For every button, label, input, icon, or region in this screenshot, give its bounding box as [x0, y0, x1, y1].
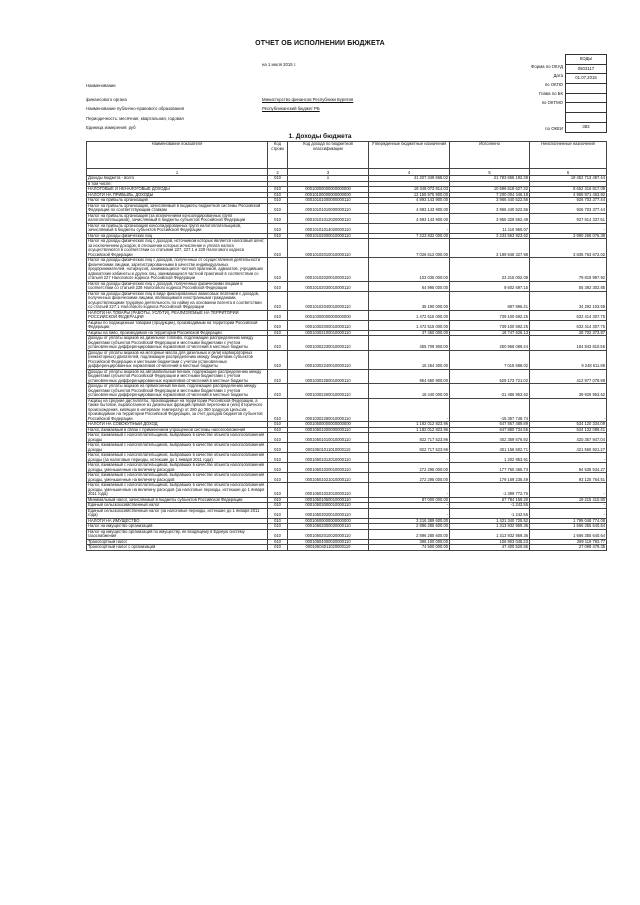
row-remain: 1 666 355 640.64	[530, 529, 607, 539]
row-done: 647 880 734.55	[450, 427, 530, 433]
row-done: 1 202 953.91	[450, 453, 530, 463]
row-income-code: 00010101014020000110	[288, 223, 369, 233]
row-done: 7 200 004 446.18	[450, 192, 530, 198]
row-line-code: 010	[268, 524, 288, 530]
row-approved: -	[369, 223, 450, 233]
row-approved: -	[369, 508, 450, 518]
row-approved: 396 100 000.00	[369, 539, 450, 545]
row-done: 23 215 002.08	[450, 258, 530, 282]
row-line-code: 010	[268, 213, 288, 223]
row-line-code: 010	[268, 291, 288, 310]
row-approved: 12 155 975 900.00	[369, 192, 450, 198]
row-done: 402 359 576.92	[450, 433, 530, 443]
table-row	[87, 239, 607, 258]
codes-okei-label: по ОКЕИ	[545, 126, 563, 131]
row-income-code: 00010102030010000110	[288, 281, 369, 291]
report-title: ОТЧЕТ ОБ ИСПОЛНЕНИИ БЮДЖЕТА	[255, 40, 385, 47]
row-line-code: 010	[268, 463, 288, 473]
row-approved: 964 650 900.00	[369, 369, 450, 384]
row-income-code: 00010604000020000110	[288, 539, 369, 545]
row-name: Налог на доходы физических лиц с доходов, источником которых является налоговый агент, за исключением доходов, в отношении которых исчисление и уплата налога осуществляются в соответствии со статьями 227, 227.1 и 228 Налогового кодекса Российской Федерации	[87, 239, 268, 258]
section-title: 1. Доходы бюджета	[288, 133, 352, 140]
row-done: 67 784 159.20	[450, 497, 530, 503]
table-row	[87, 398, 607, 422]
table-row	[87, 350, 607, 369]
row-remain: 534 120 334.09	[530, 422, 607, 428]
table-row	[87, 433, 607, 443]
row-approved: 1 182 012 823.96	[369, 422, 450, 428]
row-line-code: 010	[268, 427, 288, 433]
table-row	[87, 369, 607, 384]
row-name: Налог на прибыль организаций (за исключением консолидированных групп налогоплательщиков), зачисляемый в бюджеты субъектов Российской Федерации	[87, 213, 268, 223]
row-income-code: 00010501012010000110	[288, 453, 369, 463]
codes-okpo-value	[566, 83, 606, 93]
row-income-code: 00010501020010000110	[288, 463, 369, 473]
table-row	[87, 463, 607, 473]
row-remain: 55 392 302.85	[530, 281, 607, 291]
row-name: Налог, взимаемый с налогоплательщиков, выбравших в качестве объекта налогообложения доходы (за налоговые периоды, истекшие до 1 января 2011 года)	[87, 453, 268, 463]
row-income-code: 00010302000010000110	[288, 320, 369, 330]
row-income-code: 00010501011010000110	[288, 443, 369, 453]
table-row	[87, 223, 607, 233]
row-done: 21 783 656 192.39	[450, 176, 530, 182]
codes-form-label: Форма по ОКУД	[531, 64, 563, 69]
row-name: Акцизы на средние дистилляты, производимые на территории Российской Федерации, а также бытовое, выработанное из дизельных фракций прямой перегонки и (или) вторичного происхождения, кипящих в интервале температур от 280 до 360 градусов Цельсия, производимое на территории Российской Федерации, за счет доходов бюджетов субъектов Российской Федерации	[87, 398, 268, 422]
row-line-code: 010	[268, 176, 288, 182]
row-approved: 4 893 143 900.00	[369, 198, 450, 204]
row-name: Транспортный налог с организаций	[87, 545, 268, 551]
row-done: 177 760 465.73	[450, 463, 530, 473]
codes-date-label: Дата	[553, 73, 563, 78]
row-remain: 926 703 377.44	[530, 198, 607, 204]
row-remain: 421 560 921.27	[530, 443, 607, 453]
row-approved: 1 472 515 000.00	[369, 310, 450, 320]
table-row	[87, 213, 607, 223]
row-name: Налог на доходы физических лиц в виде фиксированных авансовых платежей с доходов, полученных физическими лицами, являющимися иностранными гражданами, осуществляющими трудовую деятельность по найму на основании патента в соответствии со статьей 227.1 Налогового кодекса Российской Федерации	[87, 291, 268, 310]
row-approved: 2 896 285 600.00	[369, 529, 450, 539]
row-name: Единый сельскохозяйственный налог (за налоговые периоды, истекшие до 1 января 2011 года)	[87, 508, 268, 518]
row-name: Доходы бюджета - всего	[87, 176, 268, 182]
row-remain: -	[530, 453, 607, 463]
row-line-code: 010	[268, 223, 288, 233]
row-approved: 64 995 000.00	[369, 281, 450, 291]
row-approved: 18 440 000.00	[369, 384, 450, 399]
row-approved: 822 717 523.96	[369, 443, 450, 453]
row-done: 3 966 440 522.56	[450, 203, 530, 213]
codes-box	[565, 54, 607, 133]
codes-okei-value: 383	[566, 122, 606, 132]
row-income-code: 00010100000000000000	[288, 192, 369, 198]
row-line-code: 010	[268, 233, 288, 239]
codes-date-value: 01.07.2015	[566, 73, 606, 83]
row-line-code: 010	[268, 258, 288, 282]
col-number: 2	[268, 169, 288, 176]
row-remain: 19 215 410.80	[530, 497, 607, 503]
row-approved: 35 190 000.00	[369, 291, 450, 310]
row-name: НАЛОГИ НА ИМУЩЕСТВО	[87, 518, 268, 524]
row-income-code: 00010602000020000110	[288, 524, 369, 530]
table-row	[87, 545, 607, 551]
row-line-code: 010	[268, 483, 288, 498]
row-approved: 103 035 000.00	[369, 258, 450, 282]
row-remain: 19 452 713 497.44	[530, 176, 607, 182]
row-name: Налог на прибыль организаций	[87, 198, 268, 204]
row-name: Налог, взимаемый с налогоплательщиков, выбравших в качестве объекта налогообложения доходы	[87, 433, 268, 443]
row-income-code: 00010604011020000110	[288, 545, 369, 551]
row-line-code: 010	[268, 203, 288, 213]
row-name: Доходы от уплаты акцизов на дизельное топливо, подлежащие распределению между бюджетами субъектов Российской Федерации и местными бюджетами с учетом установленных дифференцированных нормативов отчислений в местные бюджеты	[87, 336, 268, 351]
row-done: 10 696 618 627.32	[450, 187, 530, 193]
col-header-code: Код дохода по бюджетной классификации	[288, 142, 369, 169]
row-name: Налог, взимаемый с налогоплательщиков, выбравших в качестве объекта налогообложения доходы	[87, 443, 268, 453]
row-name: Акцизы по подакцизным товарам (продукции), производимым на территории Российской Федерации	[87, 320, 268, 330]
row-done: 9 602 697.15	[450, 281, 530, 291]
row-done: 3 955 329 562.49	[450, 213, 530, 223]
row-line-code: 010	[268, 320, 288, 330]
row-name: Транспортный налог	[87, 539, 268, 545]
row-name: Налог на доходы физических лиц с доходов, полученных от осуществления деятельности физическими лицами, зарегистрированными в качестве индивидуальных предпринимателей, нотариусов, занимающихся частной практикой, адвокатов, учредивших адвокатские кабинеты и других лиц, занимающихся частной практикой в соответствии со статьей 227 Налогового кодекса Российской Федерации	[87, 258, 268, 282]
row-name: Налог на имущество организаций	[87, 524, 268, 530]
row-line-code: 010	[268, 369, 288, 384]
row-name: Налог на прибыль организаций консолидированных групп налогоплательщиков, зачисляемый в бюджеты субъектов Российской Федерации	[87, 223, 268, 233]
row-line-code: 010	[268, 239, 288, 258]
row-income-code: 00010501050010000110	[288, 497, 369, 503]
row-line-code: 010	[268, 350, 288, 369]
row-remain: 94 535 534.27	[530, 463, 607, 473]
unit-label: Единица измерения: руб	[86, 125, 136, 130]
row-done: -21 486 953.62	[450, 384, 530, 399]
row-line-code: 010	[268, 503, 288, 509]
codes-oktmo-value	[566, 102, 606, 112]
table-row	[87, 508, 607, 518]
row-remain: 39 926 953.62	[530, 384, 607, 399]
row-approved: 7 026 612 000.00	[369, 239, 450, 258]
row-remain: 1 795 048 774.08	[530, 518, 607, 524]
row-income-code: 00010302290010000110	[288, 398, 369, 422]
row-approved: 41 207 349 668.02	[369, 176, 450, 182]
row-name: Минимальный налог, зачисляемый в бюджеты субъектов Российской Федерации	[87, 497, 268, 503]
row-name: Доходы от уплаты акцизов на моторные масла для дизельных и (или) карбюраторных (инжекторных) двигателей, подлежащие распределению между бюджетами субъектов Российской Федерации и местными бюджетами с учетом установленных дифференцированных нормативов отчислений в местные бюджеты	[87, 350, 268, 369]
table-row	[87, 483, 607, 498]
col-header-name: Наименование показателя	[87, 142, 268, 169]
row-approved: 1 472 515 000.00	[369, 320, 450, 330]
row-line-code: 010	[268, 518, 288, 524]
col-header-done: Исполнено	[450, 142, 530, 169]
row-remain: 3 836 763 672.02	[530, 239, 607, 258]
row-done: 529 173 721.02	[450, 369, 530, 384]
codes-glava-value	[566, 93, 606, 103]
row-remain: 8 652 316 817.09	[530, 187, 607, 193]
row-approved: 47 450 000.00	[369, 330, 450, 336]
row-line-code: 010	[268, 187, 288, 193]
row-income-code: 00010102040010000110	[288, 291, 369, 310]
row-line-code: 010	[268, 281, 288, 291]
codes-oktmo-label: по ОКТМО	[541, 100, 563, 105]
codes-header: КОДЫ	[579, 56, 593, 61]
row-name: НАЛОГИ НА СОВОКУПНЫЙ ДОХОД	[87, 422, 268, 428]
row-remain: 27 099 479.35	[530, 545, 607, 551]
row-name: НАЛОГОВЫЕ И НЕНАЛОГОВЫЕ ДОХОДЫ	[87, 187, 268, 193]
row-remain: 1 666 355 640.64	[530, 524, 607, 530]
row-remain: 633 414 307.75	[530, 320, 607, 330]
row-income-code: 00010500000000000000	[288, 422, 369, 428]
row-name: в том числе:	[87, 181, 268, 187]
row-line-code: 010	[268, 508, 288, 518]
row-income-code: 00010300000000000000	[288, 310, 369, 320]
table-row	[87, 384, 607, 399]
row-line-code: 010	[268, 192, 288, 198]
row-done: 647 867 489.89	[450, 422, 530, 428]
row-approved: -	[369, 483, 450, 498]
row-income-code: 00010302250010000110	[288, 369, 369, 384]
row-done: 739 100 692.25	[450, 320, 530, 330]
row-approved: 16 264 300.00	[369, 350, 450, 369]
row-remain: 289 119 793.77	[530, 539, 607, 545]
row-done: -1 242.55	[450, 508, 530, 518]
row-name: Налог, взимаемый с налогоплательщиков, выбравших в качестве объекта налогообложения доходы, уменьшенные на величину расходов	[87, 463, 268, 473]
col-number: 4	[369, 169, 450, 176]
row-remain: 184 843 810.56	[530, 336, 607, 351]
table-row	[87, 443, 607, 453]
row-remain: 412 977 078.98	[530, 369, 607, 384]
row-done: 106 903 048.23	[450, 539, 530, 545]
row-income-code: 00010101000000000110	[288, 198, 369, 204]
row-remain: 633 414 307.75	[530, 310, 607, 320]
report-date: на 1 июля 2015 г.	[262, 62, 297, 67]
row-line-code: 010	[268, 497, 288, 503]
table-row	[87, 320, 607, 330]
row-income-code: 00010302240010000110	[288, 350, 369, 369]
row-line-code: 010	[268, 453, 288, 463]
row-line-code: 010	[268, 422, 288, 428]
row-remain: 534 132 089.41	[530, 427, 607, 433]
row-done: 1 421 340 725.52	[450, 518, 530, 524]
row-line-code: 010	[268, 473, 288, 483]
row-done: 401 156 602.71	[450, 443, 530, 453]
row-approved: -	[369, 398, 450, 422]
row-done: 3 966 440 522.56	[450, 198, 530, 204]
table-row	[87, 336, 607, 351]
row-remain: -	[530, 223, 607, 233]
col-number: 5	[450, 169, 530, 176]
revenue-table	[86, 141, 607, 551]
row-approved: 19 348 073 814.03	[369, 187, 450, 193]
fin-organ-label: финансового органа	[86, 97, 127, 102]
row-done: 179 169 235.49	[450, 473, 530, 483]
ppo-value: Республиканский бюджет РБ	[262, 106, 320, 111]
row-income-code: 00010000000000000000	[288, 187, 369, 193]
row-approved: 1 182 012 823.96	[369, 427, 450, 433]
row-income-code: 00010600000000000000	[288, 518, 369, 524]
row-approved: 2 896 285 600.00	[369, 524, 450, 530]
row-income-code: 00010503020010000110	[288, 508, 369, 518]
row-name: НАЛОГИ НА ТОВАРЫ (РАБОТЫ, УСЛУГИ), РЕАЛИЗУЕМЫЕ НА ТЕРРИТОРИИ РОССИЙСКОЙ ФЕДЕРАЦИИ	[87, 310, 268, 320]
table-row	[87, 203, 607, 213]
row-line-code: 010	[268, 433, 288, 443]
row-done: 897 896.41	[450, 291, 530, 310]
row-approved: 4 893 143 900.00	[369, 213, 450, 223]
table-row	[87, 453, 607, 463]
row-income-code: 00010501010010000110	[288, 433, 369, 443]
row-line-code: 010	[268, 545, 288, 551]
row-name: НАЛОГИ НА ПРИБЫЛЬ, ДОХОДЫ	[87, 192, 268, 198]
row-remain: 4 955 971 453.82	[530, 192, 607, 198]
row-income-code: 00010302260010000110	[288, 384, 369, 399]
row-line-code: 010	[268, 310, 288, 320]
table-row	[87, 473, 607, 483]
table-row	[87, 529, 607, 539]
table-header-row	[87, 142, 607, 169]
row-remain: 926 703 377.44	[530, 203, 607, 213]
col-header-remain: Неисполненные назначения	[530, 142, 607, 169]
row-name: Налог, взимаемый с налогоплательщиков, выбравших в качестве объекта налогообложения доходы, уменьшенные на величину расходов	[87, 473, 268, 483]
col-header-approved: Утвержденные бюджетные назначения	[369, 142, 450, 169]
row-approved: 4 893 143 900.00	[369, 203, 450, 213]
col-header-line: Код строки	[268, 142, 288, 169]
row-done: -1 242.55	[450, 503, 530, 509]
row-done: 1 313 932 959.36	[450, 524, 530, 530]
row-done: -15 357 748.74	[450, 398, 530, 422]
row-approved: 3 216 389 600.00	[369, 518, 450, 524]
row-name: Доходы от уплаты акцизов на прямогонный бензин, подлежащие распределению между бюджетами субъектов Российской Федерации и местными бюджетами с учетом установленных дифференцированных нормативов отчислений в местные бюджеты	[87, 384, 268, 399]
row-income-code: 00010501022010000110	[288, 483, 369, 498]
row-name: Единый сельскохозяйственный налог	[87, 503, 268, 509]
column-numbers-row	[87, 169, 607, 176]
row-income-code: 00010101010000000110	[288, 203, 369, 213]
codes-form-value: 0503117	[566, 64, 606, 74]
row-remain: -	[530, 398, 607, 422]
row-name: Налог на доходы физических лиц	[87, 233, 268, 239]
row-done: 3 189 848 327.98	[450, 239, 530, 258]
row-income-code: 00010503000010000110	[288, 503, 369, 509]
row-remain: 28 702 373.87	[530, 330, 607, 336]
row-done: 7 015 688.02	[450, 350, 530, 369]
table-row	[87, 310, 607, 320]
row-income-code: 00010602010020000110	[288, 529, 369, 539]
fin-organ-value: Министерство финансов Республики Бурятия	[262, 97, 354, 102]
row-remain: -	[530, 483, 607, 498]
row-income-code: 00010302230010000110	[288, 336, 369, 351]
col-number: 1	[87, 169, 268, 176]
row-income-code: 00010101012020000110	[288, 213, 369, 223]
row-income-code: 00010102010010000110	[288, 239, 369, 258]
row-done: -1 399 772.76	[450, 483, 530, 498]
table-row	[87, 258, 607, 282]
row-done: 47 400 520.65	[450, 545, 530, 551]
row-remain: 9 248 611.98	[530, 350, 607, 369]
row-remain: 34 292 103.59	[530, 291, 607, 310]
col-number: 3	[288, 169, 369, 176]
row-name: Налог на прибыль организаций, зачисляемый в бюджеты бюджетной системы Российской Федерации по соответствующим ставкам	[87, 203, 268, 213]
row-income-code: 00010501021010000110	[288, 473, 369, 483]
row-remain: 79 819 997.92	[530, 258, 607, 282]
row-approved: 455 709 900.00	[369, 336, 450, 351]
table-row	[87, 291, 607, 310]
row-remain: -	[530, 508, 607, 518]
row-income-code: x	[288, 176, 369, 182]
row-done: 250 966 089.44	[450, 336, 530, 351]
row-approved: -	[369, 453, 450, 463]
row-done: 1 313 932 959.36	[450, 529, 530, 539]
codes-glava-label: Глава по БК	[538, 91, 563, 96]
row-line-code: 010	[268, 336, 288, 351]
table-row	[87, 281, 607, 291]
row-name: Налог на доходы физических лиц с доходов, полученных физическими лицами в соответствии со статьей 228 Налогового кодекса Российской Федерации	[87, 281, 268, 291]
codes-okpo-label: по ОКПО	[544, 82, 563, 87]
row-income-code: 00010302100010000110	[288, 330, 369, 336]
row-name: Налог, взимаемый в связи с применением упрощенной системы налогообложения	[87, 427, 268, 433]
row-approved: -	[369, 503, 450, 509]
row-approved: 87 000 000.00	[369, 497, 450, 503]
row-remain: 93 125 764.51	[530, 473, 607, 483]
period-label: Периодичность: месячная, квартальная, годовая	[86, 116, 184, 121]
row-done: 739 100 692.25	[450, 310, 530, 320]
row-name: Доходы от уплаты акцизов на автомобильный бензин, подлежащие распределению между бюджетами субъектов Российской Федерации и местными бюджетами с учетом установленных дифференцированных нормативов отчислений в местные бюджеты	[87, 369, 268, 384]
row-name: Налог на имущество организаций по имуществу, не входящему в Единую систему газоснабжения	[87, 529, 268, 539]
row-done: 3 233 563 923.62	[450, 233, 530, 239]
row-remain: -	[530, 503, 607, 509]
row-line-code: 010	[268, 539, 288, 545]
row-line-code: 010	[268, 384, 288, 399]
row-done: 11 110 960.07	[450, 223, 530, 233]
row-done: 18 747 626.13	[450, 330, 530, 336]
row-approved: 822 717 523.96	[369, 433, 450, 443]
ppo-label: Наименование публично-правового образования	[86, 106, 185, 111]
row-approved: 272 295 000.00	[369, 473, 450, 483]
row-remain: 420 357 947.04	[530, 433, 607, 443]
col-number: 6	[530, 169, 607, 176]
row-income-code: 00010102020010000110	[288, 258, 369, 282]
row-remain: 937 814 337.51	[530, 213, 607, 223]
row-approved: 74 500 000.00	[369, 545, 450, 551]
row-line-code: 010	[268, 529, 288, 539]
naimenovanie-label: Наименование	[86, 83, 116, 88]
row-line-code: 010	[268, 443, 288, 453]
row-approved: 272 295 000.00	[369, 463, 450, 473]
row-name: Акцизы на пиво, производимое на территории Российской Федерации	[87, 330, 268, 336]
row-name: Налог, взимаемый с налогоплательщиков, выбравших в качестве объекта налогообложения доходы, уменьшенные на величину расходов (за налоговые периоды, истекшие до 1 января 2011 года)	[87, 483, 268, 498]
codes-period-value	[566, 112, 606, 122]
row-income-code: 00010102000010000110	[288, 233, 369, 239]
row-approved: 7 223 832 000.00	[369, 233, 450, 239]
row-line-code: 010	[268, 198, 288, 204]
row-line-code: 010	[268, 330, 288, 336]
row-remain: 3 990 268 076.38	[530, 233, 607, 239]
row-line-code: 010	[268, 398, 288, 422]
row-income-code: 00010501000000000110	[288, 427, 369, 433]
